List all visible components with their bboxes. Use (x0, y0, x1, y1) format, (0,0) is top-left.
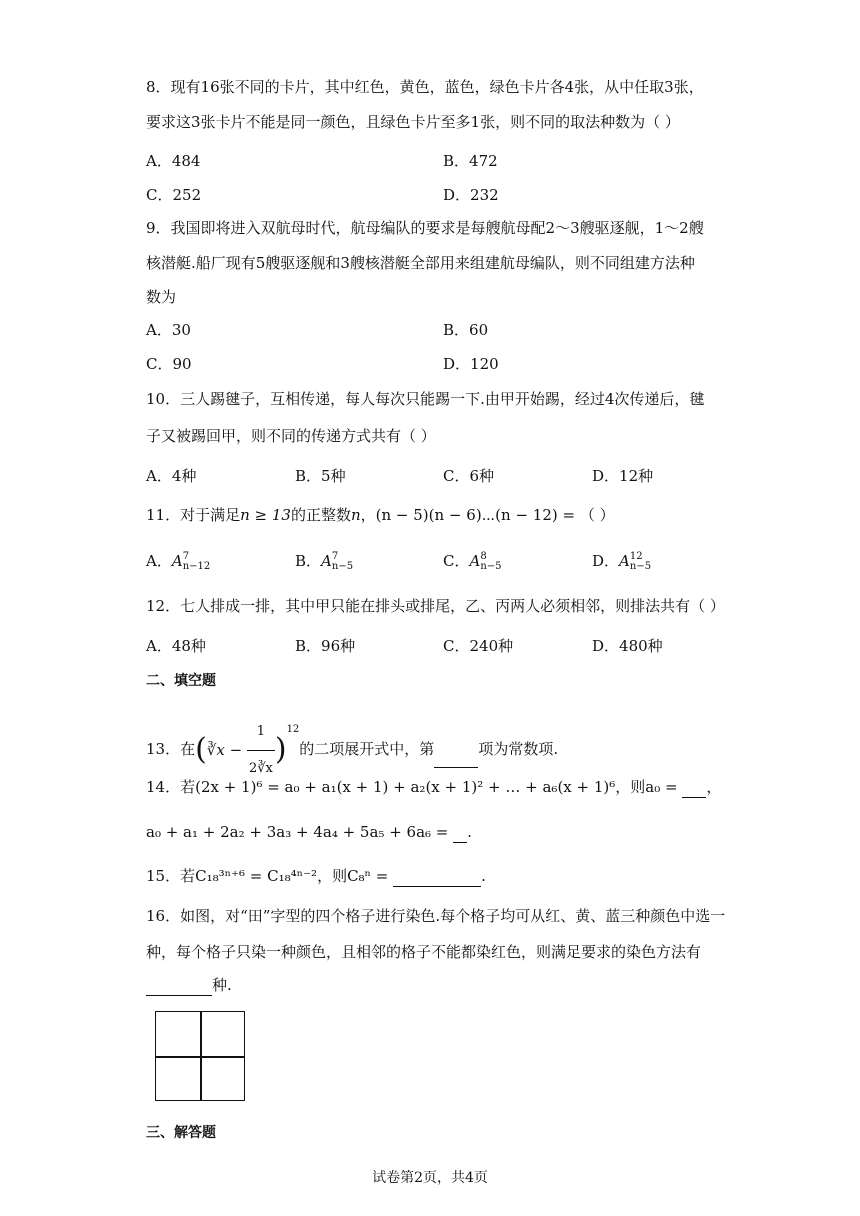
q8-option-b[interactable]: B．472 (443, 152, 498, 170)
section-answer-heading: 三、解答题 (146, 1125, 216, 1141)
q10-option-b[interactable]: B．5种 (295, 467, 346, 485)
q11-option-c-sup: 8 (480, 551, 487, 562)
q13-answer-blank[interactable] (434, 731, 478, 768)
q16-line3 (146, 975, 232, 996)
q12-option-b[interactable]: B．96种 (295, 637, 356, 655)
q13-exponent: 12 (286, 724, 300, 735)
tian-grid-figure (155, 1011, 245, 1101)
q10-option-c[interactable]: C．6种 (443, 467, 495, 485)
q14-line1-end: ， (706, 778, 722, 796)
q12-line1: 12．七人排成一排，其中甲只能在排头或排尾，乙、丙两人必须相邻，则排法共有（ ） (146, 597, 725, 615)
q8-option-d[interactable]: D．232 (443, 186, 499, 204)
q11-option-a-sup: 7 (182, 551, 190, 562)
q15-end: . (481, 867, 486, 885)
q11-option-d[interactable] (592, 551, 651, 572)
q15-line (146, 866, 486, 887)
q8-line1: 8．现有16张不同的卡片，其中红色，黄色，蓝色，绿色卡片各4张，从中任取3张， (146, 78, 704, 96)
q12-option-d[interactable]: D．480种 (592, 637, 663, 655)
q15-answer-blank[interactable] (393, 866, 481, 887)
q11-option-b-sup: 7 (331, 551, 339, 562)
q13-minus: − (224, 741, 247, 759)
q13-cube-root: ∛x (206, 741, 225, 759)
q8-option-a[interactable]: A．484 (146, 152, 201, 170)
q11-option-c-label: C． (443, 552, 470, 570)
q14-answer-blank-1[interactable] (682, 777, 706, 798)
q14-line2 (146, 822, 472, 843)
q11-option-b-symbol: A (321, 552, 332, 570)
section-fill-blank-heading: 二、填空题 (146, 673, 216, 689)
q10-line2: 子又被踢回甲，则不同的传递方式共有（ ） (146, 427, 436, 445)
q11-option-a-symbol: A (171, 552, 183, 570)
q11-option-b-sub: n−5 (331, 561, 354, 572)
q13-suffix-b: 项为常数项. (478, 740, 559, 758)
q9-option-c[interactable]: C．90 (146, 355, 192, 373)
q11-stem (146, 505, 615, 525)
q14-equation: 14．若(2x + 1)⁶ = a₀ + a₁(x + 1) + a₂(x + 1)² + … + a₆(x + 1)⁶，则a₀ = (146, 778, 683, 796)
q9-line2: 核潜艇.船厂现有5艘驱逐舰和3艘核潜艇全部用来组建航母编队，则不同组建方法种 (146, 254, 695, 272)
q13-denominator: 2∛x (248, 760, 273, 776)
q8-line2: 要求这3张卡片不能是同一颜色，且绿色卡片至多1张，则不同的取法种数为（ ） (146, 113, 680, 131)
q11-var-n: n (350, 506, 361, 524)
q14-answer-blank-2[interactable] (453, 822, 467, 843)
q11-option-a-sub: n−12 (182, 561, 211, 572)
q13-prefix: 13．在 (146, 740, 196, 758)
q13-open-paren: ( (195, 732, 207, 767)
q11-option-a[interactable] (146, 551, 210, 572)
q11-option-c-symbol: A (469, 552, 481, 570)
q16-line1: 16．如图，对“田”字型的四个格子进行染色.每个格子均可从红、黄、蓝三种颜色中选一 (146, 907, 726, 925)
q14-sum-expression: a₀ + a₁ + 2a₂ + 3a₃ + 4a₄ + 5a₅ + 6a₆ = (146, 823, 454, 841)
q9-option-d[interactable]: D．120 (443, 355, 499, 373)
q13-stem (146, 712, 558, 787)
q16-answer-blank[interactable] (146, 975, 212, 996)
q11-option-d-symbol: A (619, 552, 630, 570)
q11-option-c-sub: n−5 (480, 561, 502, 572)
q11-prefix: 11．对于满足 (146, 506, 241, 524)
grid-horizontal-line (156, 1056, 244, 1058)
q12-option-a[interactable]: A．48种 (146, 637, 206, 655)
q11-option-d-sup: 12 (629, 551, 643, 562)
page-footer: 试卷第2页，共4页 (372, 1170, 488, 1186)
q14-line1 (146, 777, 721, 798)
q13-close-paren: ) (274, 732, 287, 767)
q11-mid: 的正整数 (290, 506, 351, 524)
q9-option-b[interactable]: B．60 (443, 321, 489, 339)
q16-line3-text: 种. (212, 976, 232, 994)
q15-equation: 15．若C₁₈³ⁿ⁺⁶ = C₁₈⁴ⁿ⁻²，则C₈ⁿ = (146, 867, 394, 885)
q9-option-a[interactable]: A．30 (146, 321, 191, 339)
q11-option-b[interactable] (295, 551, 353, 572)
q12-option-c[interactable]: C．240种 (443, 637, 514, 655)
q9-line3: 数为 (146, 288, 177, 306)
q16-line2: 种，每个格子只染一种颜色，且相邻的格子不能都染红色，则满足要求的染色方法有 (146, 943, 702, 961)
q11-option-b-label: B． (295, 552, 322, 570)
q9-line1: 9．我国即将进入双航母时代，航母编队的要求是每艘航母配2～3艘驱逐舰，1～2艘 (146, 219, 704, 237)
q13-suffix-a: 的二项展开式中，第 (299, 740, 435, 758)
q11-option-c[interactable] (443, 551, 502, 572)
q8-option-c[interactable]: C．252 (146, 186, 202, 204)
q10-option-a[interactable]: A．4种 (146, 467, 197, 485)
q11-expression: ，(n − 5)(n − 6)⋯(n − 12) = （ ） (360, 506, 615, 524)
q11-option-d-label: D． (592, 552, 620, 570)
q10-line1: 10．三人踢毽子，互相传递，每人每次只能踢一下.由甲开始踢，经过4次传递后，毽 (146, 390, 705, 408)
q10-option-d[interactable]: D．12种 (592, 467, 654, 485)
q14-line2-end: . (467, 823, 472, 841)
q11-option-d-sub: n−5 (629, 561, 652, 572)
q13-fraction (247, 714, 275, 787)
q11-condition: n ≥ 13 (240, 506, 291, 524)
q11-option-a-label: A． (146, 552, 172, 570)
q13-numerator: 1 (247, 714, 275, 751)
